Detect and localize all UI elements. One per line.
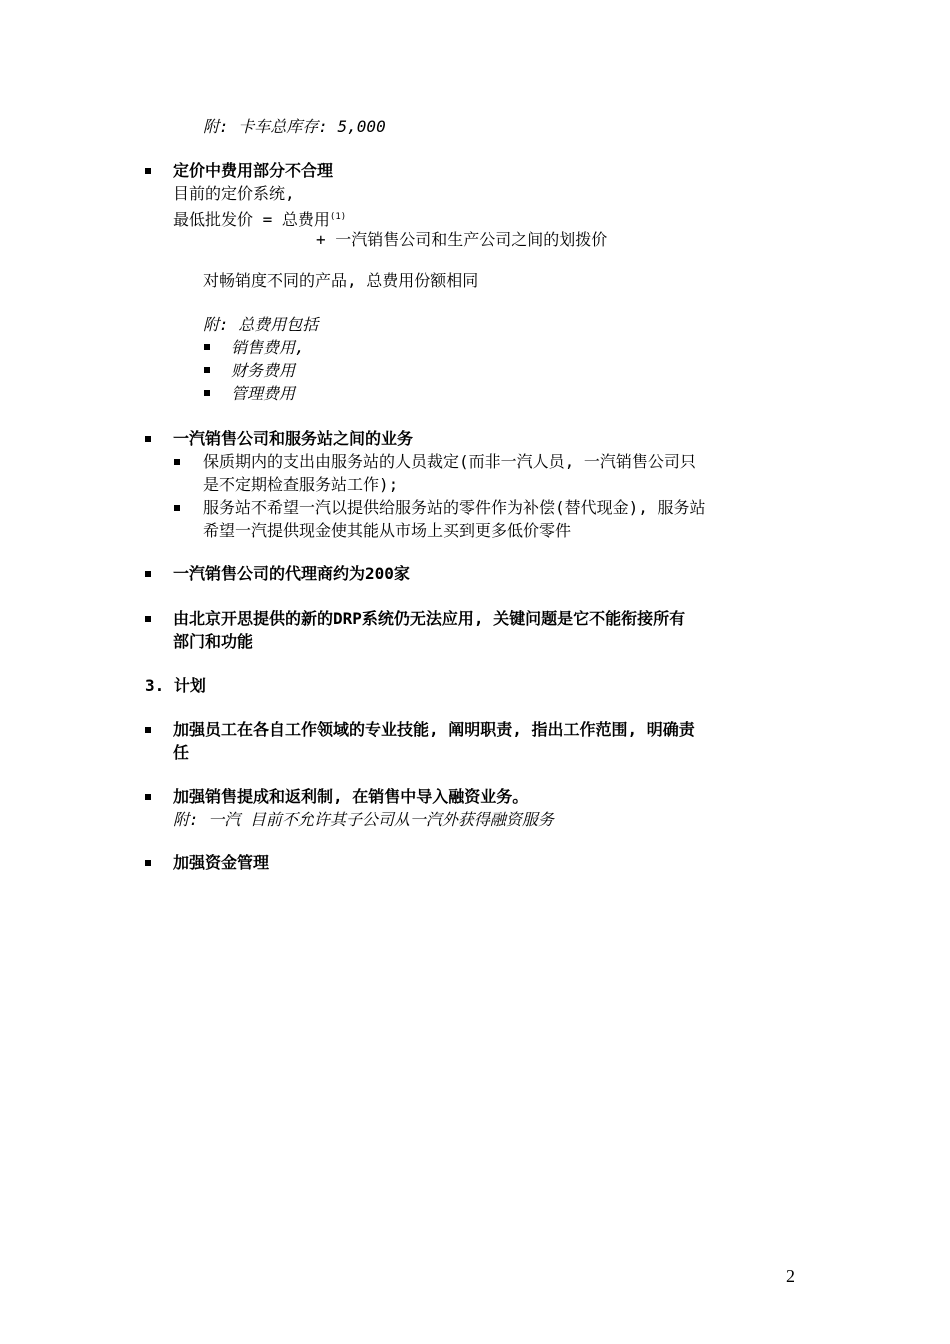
- pricing-note-item: 财务费用: [231, 361, 296, 380]
- bullet-icon: [145, 436, 151, 442]
- footnote-mark: (1): [329, 212, 347, 222]
- bullet-icon: [204, 367, 210, 373]
- bullet-icon: [145, 571, 151, 577]
- drp-line-1: 由北京开思提供的新的DRP系统仍无法应用, 关键问题是它不能衔接所有: [173, 609, 686, 628]
- plan-item-1-line-1: 加强员工在各自工作领域的专业技能, 阐明职责, 指出工作范围, 明确责: [173, 720, 695, 739]
- pricing-heading: 定价中费用部分不合理: [173, 161, 334, 180]
- plan-heading: 3. 计划: [145, 676, 206, 695]
- bullet-icon: [204, 344, 210, 350]
- inventory-note: 附: 卡车总库存: 5,000: [203, 117, 386, 136]
- pricing-line-4: 对畅销度不同的产品, 总费用份额相同: [203, 271, 479, 290]
- service-item-1-line-2: 是不定期检查服务站工作);: [203, 475, 399, 494]
- bullet-icon: [145, 616, 151, 622]
- bullet-icon: [145, 727, 151, 733]
- plan-item-1-line-2: 任: [173, 743, 190, 762]
- pricing-line-2: 最低批发价 = 总费用$^{(1)}$: [173, 210, 347, 229]
- pricing-note-item: 管理费用: [231, 384, 296, 403]
- bullet-icon: [174, 459, 180, 465]
- plan-item-3: 加强资金管理: [173, 853, 270, 872]
- bullet-icon: [145, 794, 151, 800]
- drp-line-2: 部门和功能: [173, 632, 254, 651]
- plan-item-2: 加强销售提成和返利制, 在销售中导入融资业务。: [173, 787, 529, 806]
- service-item-2-line-1: 服务站不希望一汽以提供给服务站的零件作为补偿(替代现金), 服务站: [203, 498, 706, 517]
- bullet-icon: [145, 168, 151, 174]
- service-item-2-line-2: 希望一汽提供现金使其能从市场上买到更多低价零件: [203, 521, 572, 540]
- bullet-icon: [174, 505, 180, 511]
- pricing-note-item: 销售费用,: [231, 338, 305, 357]
- plan-item-2-note: 附: 一汽 目前不允许其子公司从一汽外获得融资服务: [173, 810, 554, 829]
- page-number: 2: [786, 1266, 795, 1286]
- bullet-icon: [204, 390, 210, 396]
- service-heading: 一汽销售公司和服务站之间的业务: [173, 429, 414, 448]
- agents-line: 一汽销售公司的代理商约为200家: [173, 564, 410, 583]
- pricing-note-title: 附: 总费用包括: [203, 315, 319, 334]
- pricing-line-3: + 一汽销售公司和生产公司之间的划拨价: [316, 230, 608, 249]
- bullet-icon: [145, 860, 151, 866]
- pricing-line-1: 目前的定价系统,: [173, 184, 295, 203]
- service-item-1-line-1: 保质期内的支出由服务站的人员裁定(而非一汽人员, 一汽销售公司只: [203, 452, 696, 471]
